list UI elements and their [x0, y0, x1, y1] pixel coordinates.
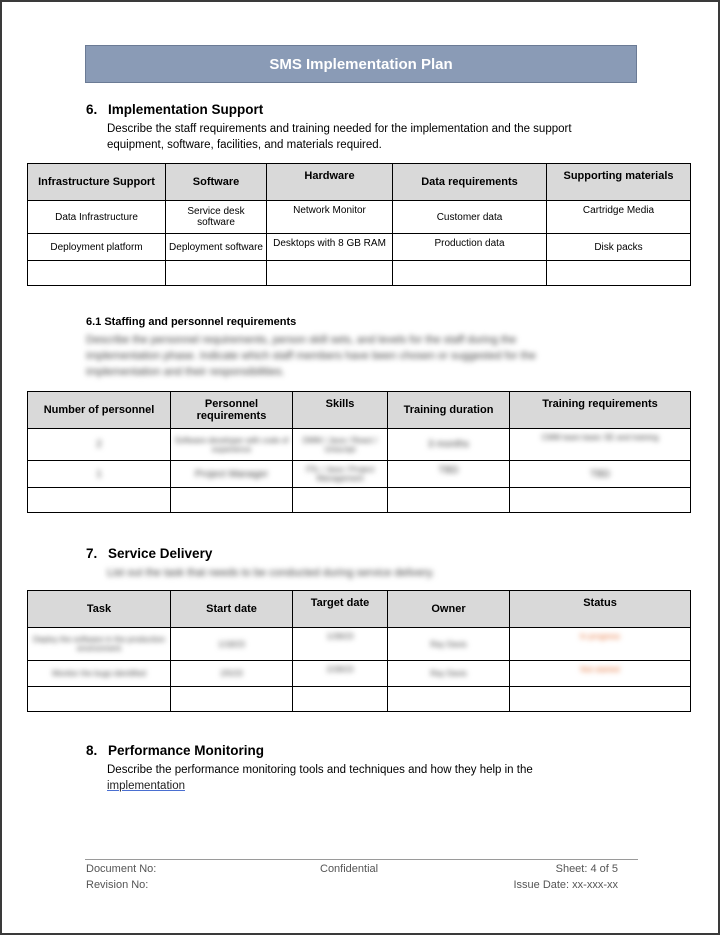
table-cell — [28, 488, 171, 513]
section-6-1-desc-line3: implementation and their responsibilities. — [86, 366, 285, 378]
header-hardware: Hardware — [267, 164, 393, 201]
section-8-title: Performance Monitoring — [108, 743, 265, 758]
header-training-duration: Training duration — [388, 392, 510, 429]
status-badge: In progress — [510, 628, 691, 661]
section-7-title: Service Delivery — [108, 546, 213, 561]
header-data-requirements: Data requirements — [393, 164, 547, 201]
service-delivery-table — [27, 590, 691, 712]
table-cell: Network Monitor — [267, 201, 393, 234]
footer-confidential: Confidential — [320, 863, 379, 875]
section-6-heading — [86, 102, 263, 117]
table-cell: Software developer with code of experience — [171, 429, 293, 461]
table-cell — [267, 261, 393, 286]
table-cell: DMM / Java / React / Uniscript — [293, 429, 388, 461]
section-6-desc-line2: equipment, software, facilities, and materials required. — [107, 139, 382, 151]
table-cell — [28, 687, 171, 712]
header-skills: Skills — [293, 392, 388, 429]
table-cell: Service desk software — [166, 201, 267, 234]
header-target-date: Target date — [293, 591, 388, 628]
table-cell: TBD — [388, 461, 510, 488]
header-start-date: Start date — [171, 591, 293, 628]
section-6-desc-line1: Describe the staff requirements and training needed for the implementation and the support — [107, 123, 572, 135]
table-row — [28, 261, 691, 286]
footer-issue-date: Issue Date: xx-xxx-xx — [513, 879, 618, 891]
header-software: Software — [166, 164, 267, 201]
section-6-number: 6. — [86, 102, 98, 117]
table-cell: 1 — [28, 461, 171, 488]
table-cell: CMM team basic SE and training — [510, 429, 691, 461]
section-6-title: Implementation Support — [108, 102, 264, 117]
header-personnel-requirements: Personnel requirements — [171, 392, 293, 429]
table-cell: TBD — [510, 461, 691, 488]
header-task: Task — [28, 591, 171, 628]
table-row — [28, 201, 691, 234]
section-8-number: 8. — [86, 743, 98, 758]
table-cell — [393, 261, 547, 286]
document-title: SMS Implementation Plan — [85, 45, 637, 83]
table-cell: Deployment software — [166, 234, 267, 261]
table-cell — [171, 687, 293, 712]
table-cell — [510, 687, 691, 712]
section-8-desc-line2: implementation — [107, 780, 185, 792]
footer-document-no: Document No: — [86, 863, 157, 875]
table-row — [28, 429, 691, 461]
table-cell — [547, 261, 691, 286]
section-6-description — [107, 121, 572, 153]
table-cell: Project Manager — [171, 461, 293, 488]
table-cell — [166, 261, 267, 286]
table-cell — [388, 687, 510, 712]
section-6-1-desc-line2: implementation phase. Indicate which staff members have been chosen or suggested for the — [86, 350, 536, 362]
header-infrastructure-support: Infrastructure Support — [28, 164, 166, 201]
table-cell: Desktops with 8 GB RAM — [267, 234, 393, 261]
table-cell: Ray Davis — [388, 661, 510, 687]
table-cell: Disk packs — [547, 234, 691, 261]
table-cell: Production data — [393, 234, 547, 261]
table-cell: Deployment platform — [28, 234, 166, 261]
section-8-heading — [86, 743, 264, 758]
table-cell — [388, 488, 510, 513]
section-6-1-description — [86, 332, 536, 380]
table-cell — [171, 488, 293, 513]
table-cell: Data Infrastructure — [28, 201, 166, 234]
table-cell: 2/5/23 — [171, 661, 293, 687]
table-cell: Ray Davis — [388, 628, 510, 661]
table-cell — [293, 687, 388, 712]
table-cell: 3 months — [388, 429, 510, 461]
header-training-requirements: Training requirements — [510, 392, 691, 429]
section-7-heading — [86, 546, 212, 561]
table-cell: Deploy the software in the production environment — [28, 628, 171, 661]
table-row — [28, 661, 691, 687]
footer-revision-no: Revision No: — [86, 879, 149, 891]
section-6-1-desc-line1: Describe the personnel requirements, person skill sets, and levels for the staff during the — [86, 334, 517, 346]
header-owner: Owner — [388, 591, 510, 628]
table-row — [28, 488, 691, 513]
table-cell: Cartridge Media — [547, 201, 691, 234]
table-cell — [293, 488, 388, 513]
table-cell: 1/28/23 — [293, 628, 388, 661]
implementation-support-table — [27, 163, 691, 286]
table-row — [28, 687, 691, 712]
staffing-table — [27, 391, 691, 513]
header-supporting-materials: Supporting materials — [547, 164, 691, 201]
table-cell: Customer data — [393, 201, 547, 234]
table-cell — [28, 261, 166, 286]
table-cell: 1/18/23 — [171, 628, 293, 661]
table-row — [28, 628, 691, 661]
section-8-description — [107, 762, 533, 794]
footer-divider — [85, 859, 638, 860]
section-7-number: 7. — [86, 546, 98, 561]
table-cell: 2/28/23 — [293, 661, 388, 687]
section-7-description: List out the task that needs to be conducted during service delivery. — [107, 567, 435, 579]
table-cell: 2 — [28, 429, 171, 461]
section-6-1-heading: 6.1 Staffing and personnel requirements — [86, 316, 297, 328]
header-number-of-personnel: Number of personnel — [28, 392, 171, 429]
status-badge: Not started — [510, 661, 691, 687]
table-cell — [510, 488, 691, 513]
table-cell: Monitor the bugs identified — [28, 661, 171, 687]
header-status: Status — [510, 591, 691, 628]
footer-sheet: Sheet: 4 of 5 — [555, 863, 618, 875]
section-8-desc-line1: Describe the performance monitoring tools and techniques and how they help in the — [107, 764, 533, 776]
table-cell: ITIL / Java / Project Management — [293, 461, 388, 488]
table-row — [28, 461, 691, 488]
table-row — [28, 234, 691, 261]
